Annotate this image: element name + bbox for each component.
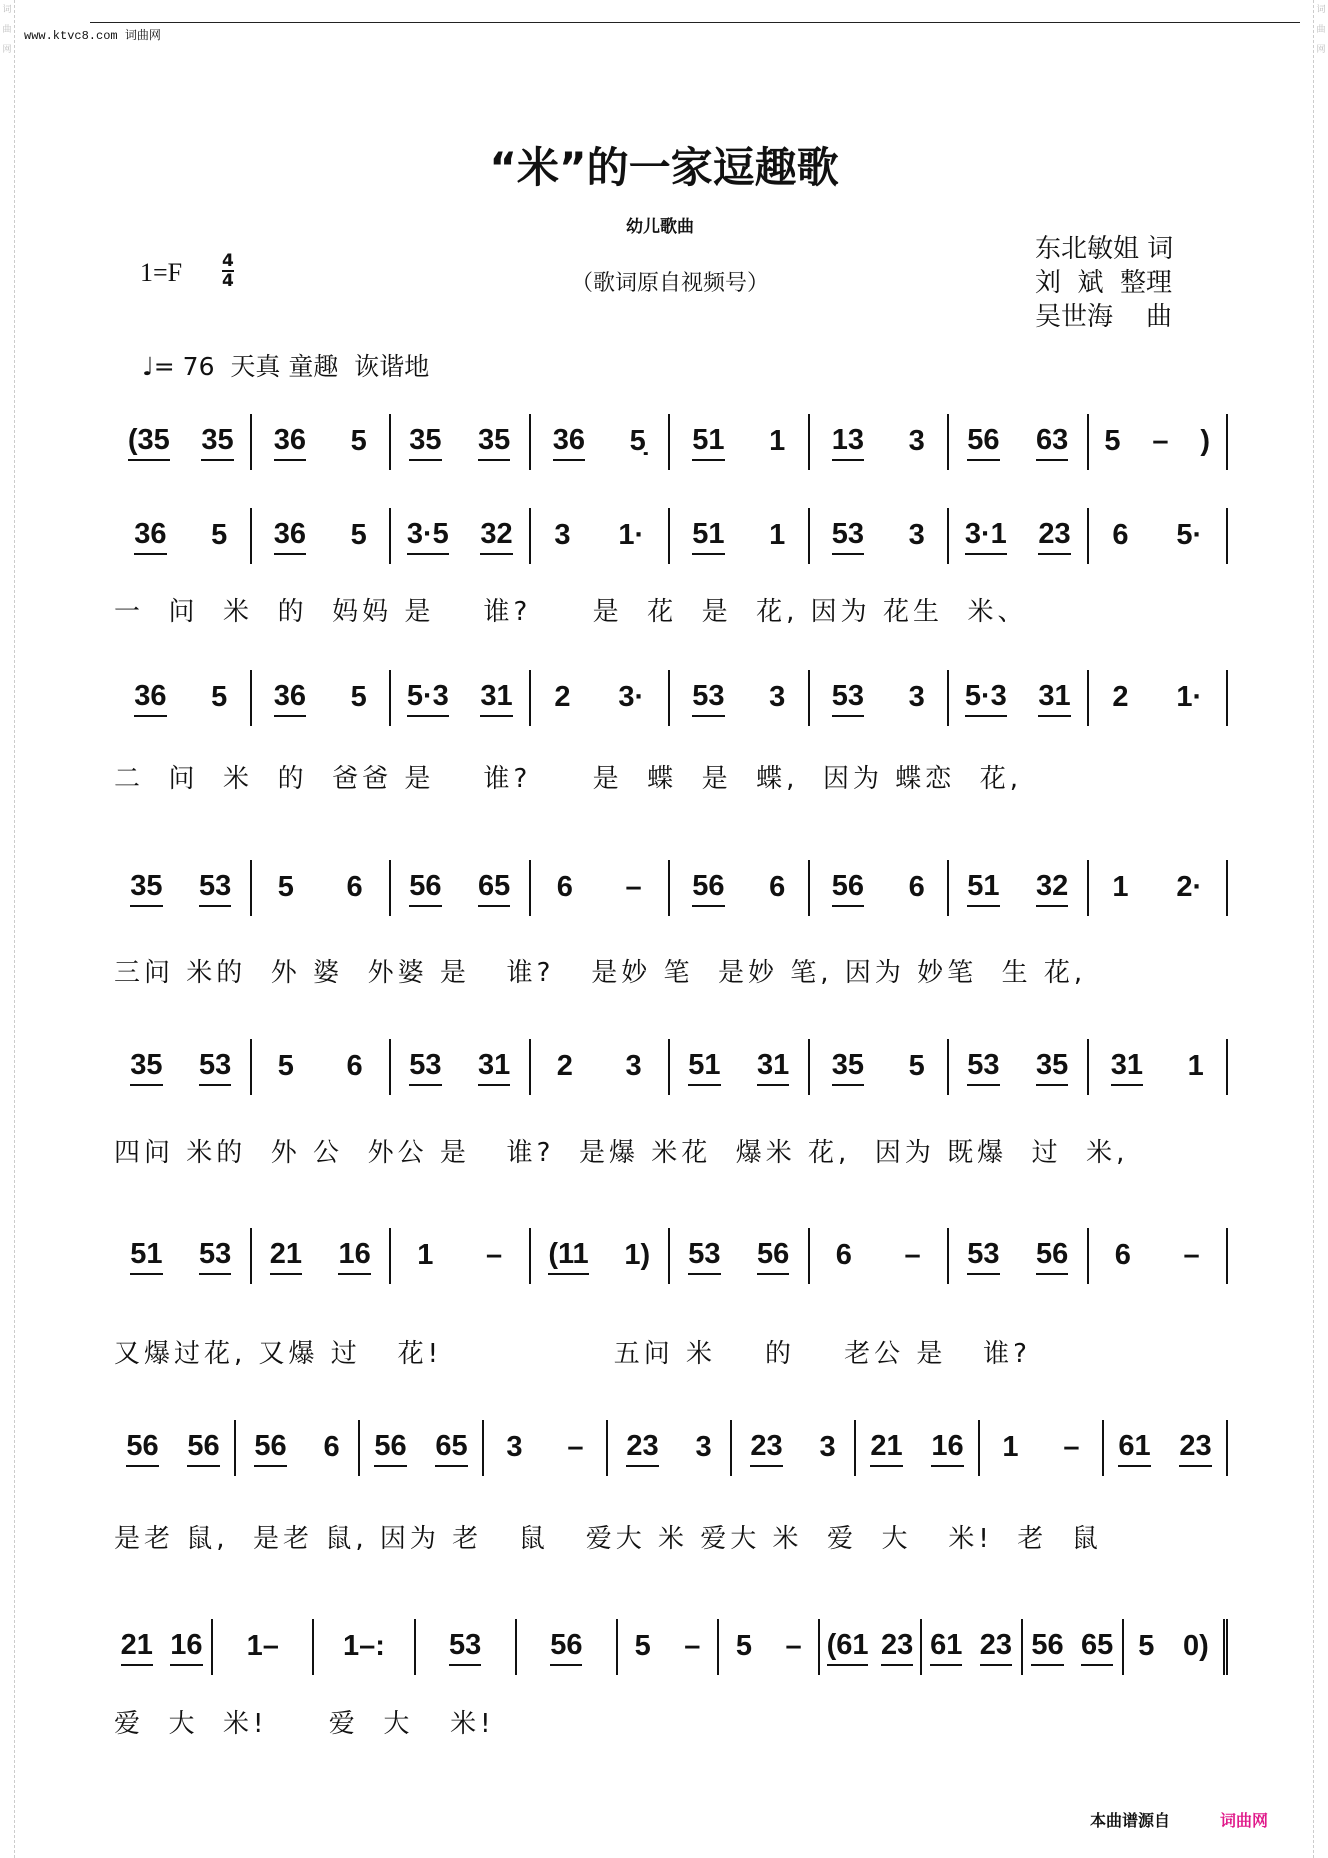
note-group: 65 — [435, 1430, 467, 1467]
note-group: 53 — [199, 870, 231, 907]
note-group: 1) — [624, 1238, 651, 1271]
measure — [949, 414, 1089, 470]
footer-brand: 词曲网 — [1220, 1811, 1269, 1830]
measure — [810, 1228, 950, 1284]
note-group: 32 — [1036, 870, 1068, 907]
note-group: 1· — [1176, 680, 1203, 713]
measure — [1124, 1619, 1228, 1675]
measure — [820, 1619, 921, 1675]
measure — [1089, 860, 1229, 916]
measure — [531, 670, 671, 726]
measure — [670, 414, 810, 470]
note-group: 53 — [199, 1049, 231, 1086]
measure — [112, 670, 252, 726]
note-group: 5 — [350, 424, 367, 457]
measure — [949, 1039, 1089, 1095]
measure — [608, 1420, 732, 1476]
measure — [252, 414, 392, 470]
measure — [391, 860, 531, 916]
note-group: 3 — [908, 680, 925, 713]
note-group: (35 — [128, 424, 170, 461]
measure — [949, 1228, 1089, 1284]
note-group: 6 — [346, 1049, 363, 1082]
note-group: 6 — [769, 870, 786, 903]
note-group: 36 — [274, 680, 306, 717]
note-group: 56 — [374, 1430, 406, 1467]
measure — [391, 508, 531, 564]
note-group: 5 — [277, 870, 294, 903]
measure — [980, 1420, 1104, 1476]
measure — [719, 1619, 820, 1675]
measure — [531, 508, 671, 564]
note-group: 53 — [832, 680, 864, 717]
note-group: 56 — [254, 1430, 286, 1467]
measure — [618, 1619, 719, 1675]
measure — [112, 1619, 213, 1675]
note-group: 5 — [908, 1049, 925, 1082]
measure — [391, 414, 531, 470]
note-group: 56 — [967, 424, 999, 461]
watermark-left: 词 曲 网 — [0, 0, 15, 1858]
measure — [314, 1619, 415, 1675]
note-group: 56 — [1036, 1238, 1068, 1275]
note-group: 1· — [618, 518, 645, 551]
measure — [112, 860, 252, 916]
note-group: 36 — [134, 518, 166, 555]
note-group: 23 — [750, 1430, 782, 1467]
lyric-line: 是老 鼠, 是老 鼠, 因为 老 鼠 爱大 米 爱大 米 爱 大 米! 老 鼠 — [114, 1524, 1102, 1554]
note-group: 5 — [211, 518, 228, 551]
note-group: 3 — [908, 424, 925, 457]
lyric-line: 一 问 米 的 妈妈 是 谁? 是 花 是 花, 因为 花生 米、 — [114, 597, 1028, 627]
note-group: – — [1063, 1430, 1080, 1463]
note-group: 1 — [1187, 1049, 1204, 1082]
measure — [1089, 414, 1229, 470]
note-group: 3 — [769, 680, 786, 713]
note-group: 51 — [688, 1049, 720, 1086]
measure — [531, 1039, 671, 1095]
notation-row — [112, 412, 1228, 472]
song-title: “米”的一家逗趣歌 — [489, 143, 839, 192]
note-group: 1 — [417, 1238, 434, 1271]
measure — [856, 1420, 980, 1476]
measure — [252, 670, 392, 726]
note-group: 5·3 — [407, 680, 449, 717]
site-url: www.ktvc8.com 词曲网 — [24, 29, 161, 43]
notation-row — [112, 1418, 1228, 1478]
note-group: 35 — [130, 1049, 162, 1086]
note-group: 23 — [1038, 518, 1070, 555]
note-group: 3 — [908, 518, 925, 551]
note-group: – — [567, 1430, 584, 1463]
measure — [391, 670, 531, 726]
note-group: 56 — [409, 870, 441, 907]
note-group: 13 — [832, 424, 864, 461]
note-group: (11 — [548, 1238, 588, 1275]
note-group: 5 — [277, 1049, 294, 1082]
note-group: 2 — [1112, 680, 1129, 713]
note-group: 32 — [480, 518, 512, 555]
note-group: 0) — [1182, 1629, 1209, 1662]
measure — [1089, 1228, 1229, 1284]
note-group: 21 — [121, 1629, 153, 1666]
note-group: 56 — [1031, 1629, 1063, 1666]
measure — [1089, 670, 1229, 726]
footer — [1090, 1808, 1268, 1831]
measure — [252, 508, 392, 564]
note-group: (61 — [827, 1629, 869, 1666]
measure — [112, 508, 252, 564]
note-group: 5 — [1138, 1629, 1155, 1662]
note-group: 56 — [757, 1238, 789, 1275]
lyric-line: 四问 米的 外 公 外公 是 谁? 是爆 米花 爆米 花, 因为 既爆 过 米, — [114, 1138, 1129, 1168]
genre: 幼儿歌曲 — [626, 217, 694, 237]
note-group: 65 — [1081, 1629, 1113, 1666]
time-top: 4 — [222, 251, 234, 271]
measure — [949, 508, 1089, 564]
note-group: 5 — [350, 518, 367, 551]
measure — [949, 670, 1089, 726]
measure — [670, 1228, 810, 1284]
note-group: 3 — [695, 1430, 712, 1463]
lyric-line: 爱 大 米! 爱 大 米! — [114, 1709, 495, 1739]
footer-label: 本曲谱源自 — [1090, 1811, 1171, 1830]
note-group: 6 — [556, 870, 573, 903]
note-group: 2 — [554, 680, 571, 713]
note-group: 56 — [550, 1629, 582, 1666]
note-group: 36 — [274, 518, 306, 555]
tempo-marking: ♩= 76 天真 童趣 诙谐地 — [142, 352, 430, 381]
note-group: 1– — [246, 1629, 279, 1662]
note-group: 36 — [274, 424, 306, 461]
lyric-line: 又爆过花, 又爆 过 花! 五问 米 的 老公 是 谁? — [114, 1339, 1031, 1369]
notation-row — [112, 858, 1228, 918]
notation-row — [112, 1037, 1228, 1097]
note-group: – — [785, 1629, 802, 1662]
note-group: 53 — [199, 1238, 231, 1275]
note-group: 35 — [409, 424, 441, 461]
measure — [112, 1228, 252, 1284]
measure — [531, 860, 671, 916]
measure — [670, 508, 810, 564]
note-group: 3· — [618, 680, 645, 713]
note-group: 35 — [130, 870, 162, 907]
note-group: – — [684, 1629, 701, 1662]
notation-row — [112, 668, 1228, 728]
notation-row — [112, 506, 1228, 566]
note-group: 16 — [170, 1629, 202, 1666]
measure — [252, 860, 392, 916]
measure — [517, 1619, 618, 1675]
note-group: 6 — [323, 1430, 340, 1463]
note-group: 5 — [735, 1629, 752, 1662]
note-group: 5 — [350, 680, 367, 713]
measure — [213, 1619, 314, 1675]
note-group: 5 — [1104, 424, 1121, 457]
measure — [1104, 1420, 1228, 1476]
note-group: 1 — [769, 518, 786, 551]
note-group: 31 — [757, 1049, 789, 1086]
measure — [1023, 1619, 1124, 1675]
note-group: 51 — [692, 518, 724, 555]
note-group: 53 — [692, 680, 724, 717]
note-group: 53 — [967, 1049, 999, 1086]
note-group: 3 — [506, 1430, 523, 1463]
note-group: 56 — [832, 870, 864, 907]
note-group: 65 — [478, 870, 510, 907]
note-group: 3·1 — [965, 518, 1007, 555]
note-group: 16 — [338, 1238, 370, 1275]
measure — [252, 1228, 392, 1284]
note-group: – — [486, 1238, 503, 1271]
note-group: 35 — [832, 1049, 864, 1086]
note-group: 3 — [554, 518, 571, 551]
note-group: 21 — [870, 1430, 902, 1467]
note-group: 6 — [346, 870, 363, 903]
note-group: 36 — [134, 680, 166, 717]
measure — [391, 1228, 531, 1284]
note-group: – — [904, 1238, 921, 1271]
measure — [531, 1228, 671, 1284]
measure — [670, 1039, 810, 1095]
measure — [949, 860, 1089, 916]
measure — [1089, 508, 1229, 564]
credits: 东北敏姐 词 刘 斌 整理 吴世海 曲 — [1035, 234, 1174, 332]
measure — [810, 860, 950, 916]
measure — [360, 1420, 484, 1476]
note-group: 56 — [692, 870, 724, 907]
note-group: 53 — [967, 1238, 999, 1275]
measure — [732, 1420, 856, 1476]
note-group: 53 — [688, 1238, 720, 1275]
note-group: 53 — [449, 1629, 481, 1666]
note-group: 1 — [1002, 1430, 1019, 1463]
watermark-right: 词 曲 网 — [1313, 0, 1328, 1858]
note-group: 5̣ — [629, 424, 646, 457]
measure — [670, 860, 810, 916]
note-group: 5· — [1176, 518, 1203, 551]
note-group: 31 — [1038, 680, 1070, 717]
note-group: 56 — [126, 1430, 158, 1467]
note-group: 5 — [634, 1629, 651, 1662]
note-group: 3·5 — [407, 518, 449, 555]
note-group: ) — [1200, 424, 1211, 457]
note-group: 31 — [1111, 1049, 1143, 1086]
note-group: 35 — [201, 424, 233, 461]
measure — [810, 414, 950, 470]
note-group: 1 — [769, 424, 786, 457]
note-group: 6 — [908, 870, 925, 903]
lyric-line: 三问 米的 外 婆 外婆 是 谁? 是妙 笔 是妙 笔, 因为 妙笔 生 花, — [114, 958, 1087, 988]
notation-row — [112, 1617, 1228, 1677]
note-group: 31 — [480, 680, 512, 717]
note-group: 53 — [409, 1049, 441, 1086]
measure — [810, 508, 950, 564]
note-group: 23 — [980, 1629, 1012, 1666]
note-group: 51 — [967, 870, 999, 907]
measure — [416, 1619, 517, 1675]
note-group: – — [1152, 424, 1169, 457]
note-group: 5·3 — [965, 680, 1007, 717]
lyric-line: 二 问 米 的 爸爸 是 谁? 是 蝶 是 蝶, 因为 蝶恋 花, — [114, 764, 1023, 794]
measure — [810, 670, 950, 726]
note-group: 23 — [626, 1430, 658, 1467]
note-group: 6 — [1114, 1238, 1131, 1271]
measure — [112, 1420, 236, 1476]
note-group: 61 — [1118, 1430, 1150, 1467]
note-group: 5 — [211, 680, 228, 713]
note-group: 51 — [692, 424, 724, 461]
measure — [1089, 1039, 1229, 1095]
lyrics-source-note: （歌词原自视频号） — [570, 271, 769, 296]
note-group: 36 — [553, 424, 585, 461]
measure — [922, 1619, 1023, 1675]
note-group: 35 — [478, 424, 510, 461]
note-group: 16 — [931, 1430, 963, 1467]
measure — [236, 1420, 360, 1476]
note-group: 63 — [1036, 424, 1068, 461]
measure — [484, 1420, 608, 1476]
measure — [531, 414, 671, 470]
note-group: 1 — [1112, 870, 1129, 903]
notation-row — [112, 1226, 1228, 1286]
note-group: 3 — [625, 1049, 642, 1082]
note-group: 2· — [1176, 870, 1203, 903]
note-group: 1–: — [343, 1629, 385, 1662]
note-group: 56 — [187, 1430, 219, 1467]
measure — [112, 1039, 252, 1095]
measure — [252, 1039, 392, 1095]
note-group: 31 — [478, 1049, 510, 1086]
note-group: 23 — [881, 1629, 913, 1666]
note-group: 51 — [130, 1238, 162, 1275]
note-group: 23 — [1179, 1430, 1211, 1467]
note-group: 35 — [1036, 1049, 1068, 1086]
measure — [112, 414, 252, 470]
time-bottom: 4 — [222, 271, 234, 291]
measure — [670, 670, 810, 726]
header-rule — [90, 22, 1300, 23]
note-group: – — [1183, 1238, 1200, 1271]
note-group: 53 — [832, 518, 864, 555]
note-group: 6 — [835, 1238, 852, 1271]
key-signature: 1=F — [140, 258, 183, 287]
measure — [810, 1039, 950, 1095]
note-group: 3 — [819, 1430, 836, 1463]
note-group: 61 — [930, 1629, 962, 1666]
note-group: 21 — [270, 1238, 302, 1275]
note-group: 2 — [556, 1049, 573, 1082]
note-group: – — [625, 870, 642, 903]
measure — [391, 1039, 531, 1095]
note-group: 6 — [1112, 518, 1129, 551]
